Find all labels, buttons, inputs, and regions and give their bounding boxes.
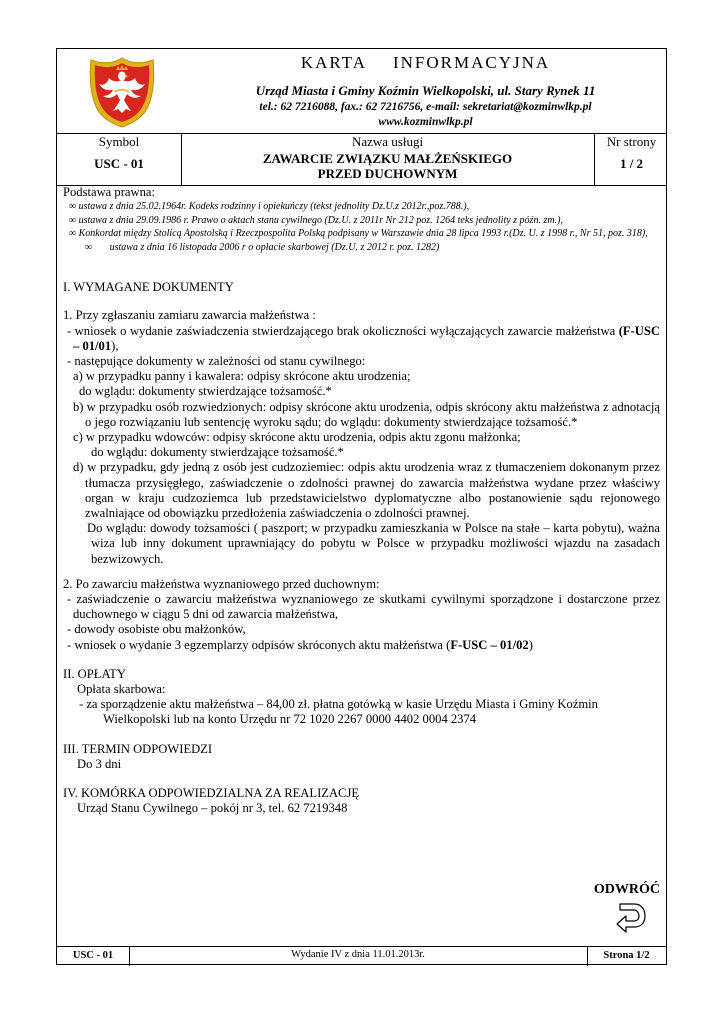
case-a: a) w przypadku panny i kawalera: odpisy skrócone aktu urodzenia; <box>73 369 411 384</box>
turn-over-label: ODWRÓĆ <box>593 882 660 897</box>
case-c-view: do wglądu: dokumenty stwierdzające tożsamość.* <box>91 445 344 460</box>
office-contact: tel.: 62 7216088, fax.: 62 7216756, e-mail: sekretariat@kozminwlkp.pl <box>259 101 592 113</box>
legal-basis-list <box>63 200 660 254</box>
service-name-value: ZAWARCIE ZWIĄZKU MAŁŻEŃSKIEGO PRZED DUCHOWNYM <box>262 151 513 181</box>
office-website[interactable]: www.kozminwlkp.pl <box>378 116 473 128</box>
deadline-heading: III. TERMIN ODPOWIEDZI <box>63 741 213 756</box>
page-number-cell <box>595 133 668 185</box>
symbol-label: Symbol <box>98 134 140 149</box>
documents-intro-1: 1. Przy zgłaszaniu zamiaru zawarcia małżeństwa : <box>63 308 316 323</box>
case-b: b) w przypadku osób rozwiedzionych: odpisy skrócone aktu urodzenia, odpis skrócony aktu małżeństwa z adnotacją o jego rozwiązaniu lub sentencję wyroku sądu; do wglądu: dokumenty stwierdzające tożsamość.* <box>73 399 660 429</box>
case-c: c) w przypadku wdowców: odpisy skrócone aktu urodzenia, odpis aktu zgonu małżonka; <box>73 430 521 445</box>
legal-item: ∞ ustawa z dnia 16 listopada 2006 r o opłacie skarbowej (Dz.U. z 2012 r. poz. 1282) <box>85 241 440 253</box>
fees-heading: II. OPŁATY <box>63 666 126 681</box>
deadline-value: Do 3 dni <box>77 756 122 771</box>
service-name-cell <box>181 133 595 185</box>
card-title: KARTA INFORMACYJNA <box>300 53 551 72</box>
card-body <box>63 185 660 817</box>
footer <box>57 946 666 966</box>
service-row <box>57 133 666 186</box>
coat-of-arms-icon <box>87 56 157 128</box>
case-a-view: do wglądu: dokumenty stwierdzające tożsamość.* <box>79 384 332 399</box>
legal-basis-heading: Podstawa prawna: <box>63 185 155 199</box>
case-d: d) w przypadku, gdy jedną z osób jest cudzoziemiec: odpis aktu urodzenia wraz z tłumaczeniem dokonanym przez tłumacza przysięgłego, zaświadczenie o zdolności prawnej do zawarcia małżeństwa wydane przez właściwy organ w kraju cudzoziemca lub przedstawicielstwo dyplomatyczne albo postanowienie sądu rejonowego zwalniające od obowiązku przedłożenia zaświadczenia o zdolności prawnej. <box>73 460 660 521</box>
office-address: Urząd Miasta i Gminy Koźmin Wielkopolski, ul. Stary Rynek 11 <box>255 83 596 98</box>
documents-certificate: - zaświadczenie o zawarciu małżeństwa wyznaniowego ze skutkami cywilnymi sporządzone i dostarczone przez duchownego w ciągu 5 dni od zawarcia małżeństwa, <box>67 592 660 622</box>
page-number-value: 1 / 2 <box>619 156 644 171</box>
documents-request: - wniosek o wydanie zaświadczenia stwierdzającego brak okoliczności wyłączających zawarcie małżeństwa (F-USC – 01/01), <box>67 323 660 353</box>
symbol-value: USC - 01 <box>94 156 144 171</box>
service-name-label: Nazwa usługi <box>351 134 424 149</box>
footer-edition: Wydanie IV z dnia 11.01.2013r. <box>129 947 588 966</box>
case-d-view: Do wglądu: dowody tożsamości ( paszport; w przypadku zamieszkania w Polsce na stałe – karta pobytu), ważna wiza lub inny dokument uprawniający do pobytu w Polsce w przypadku możliwości wjazdu na zasadach bezwizowych. <box>87 521 660 566</box>
unit-heading: IV. KOMÓRKA ODPOWIEDZIALNA ZA REALIZACJĘ <box>63 786 360 801</box>
page-number-label: Nr strony <box>606 134 657 149</box>
legal-item: ∞ ustawa z dnia 29.09.1986 r. Prawo o aktach stanu cywilnego (Dz.U. z 2011r Nr 212 poz. 1264 teks jednolity z późn. zm.), <box>69 214 563 226</box>
footer-symbol: USC - 01 <box>57 947 130 966</box>
unit-value: Urząd Stanu Cywilnego – pokój nr 3, tel. 62 7219348 <box>77 801 348 816</box>
symbol-cell <box>57 133 182 185</box>
legal-item: ∞ Konkordat między Stolicą Apostolską i Rzeczpospolita Polską podpisany w Warszawie dnia 28 lipca 1993 r.(Dz. U. z 1998 r., Nr 51, poz. 318), <box>69 228 648 240</box>
fees-item: - za sporządzenie aktu małżeństwa – 84,00 zł. płatna gotówką w kasie Urzędu Miasta i Gminy Koźmin Wielkopolski lub na konto Urzędu nr 72 1020 2267 0000 4402 0004 2374 <box>79 697 598 727</box>
footer-page: Strona 1/2 <box>603 950 650 961</box>
fees-subheading: Opłata skarbowa: <box>77 682 166 697</box>
u-turn-arrow-icon <box>614 901 648 935</box>
card-header <box>57 49 666 134</box>
documents-ids: - dowody osobiste obu małżonków, <box>67 622 246 637</box>
documents-intro-2: 2. Po zawarciu małżeństwa wyznaniowego przed duchownym: <box>63 576 380 591</box>
documents-copies-request: - wniosek o wydanie 3 egzemplarzy odpisów skróconych aktu małżeństwa (F-USC – 01/02) <box>67 637 533 652</box>
info-card <box>56 48 667 965</box>
documents-heading: I. WYMAGANE DOKUMENTY <box>63 280 234 295</box>
documents-by-status: - następujące dokumenty w zależności od stanu cywilnego: <box>67 354 366 369</box>
legal-item: ∞ ustawa z dnia 25.02.1964r. Kodeks rodzinny i opiekuńczy (tekst jednolity Dz.U.z 2012r.,poz.788.), <box>69 201 470 213</box>
